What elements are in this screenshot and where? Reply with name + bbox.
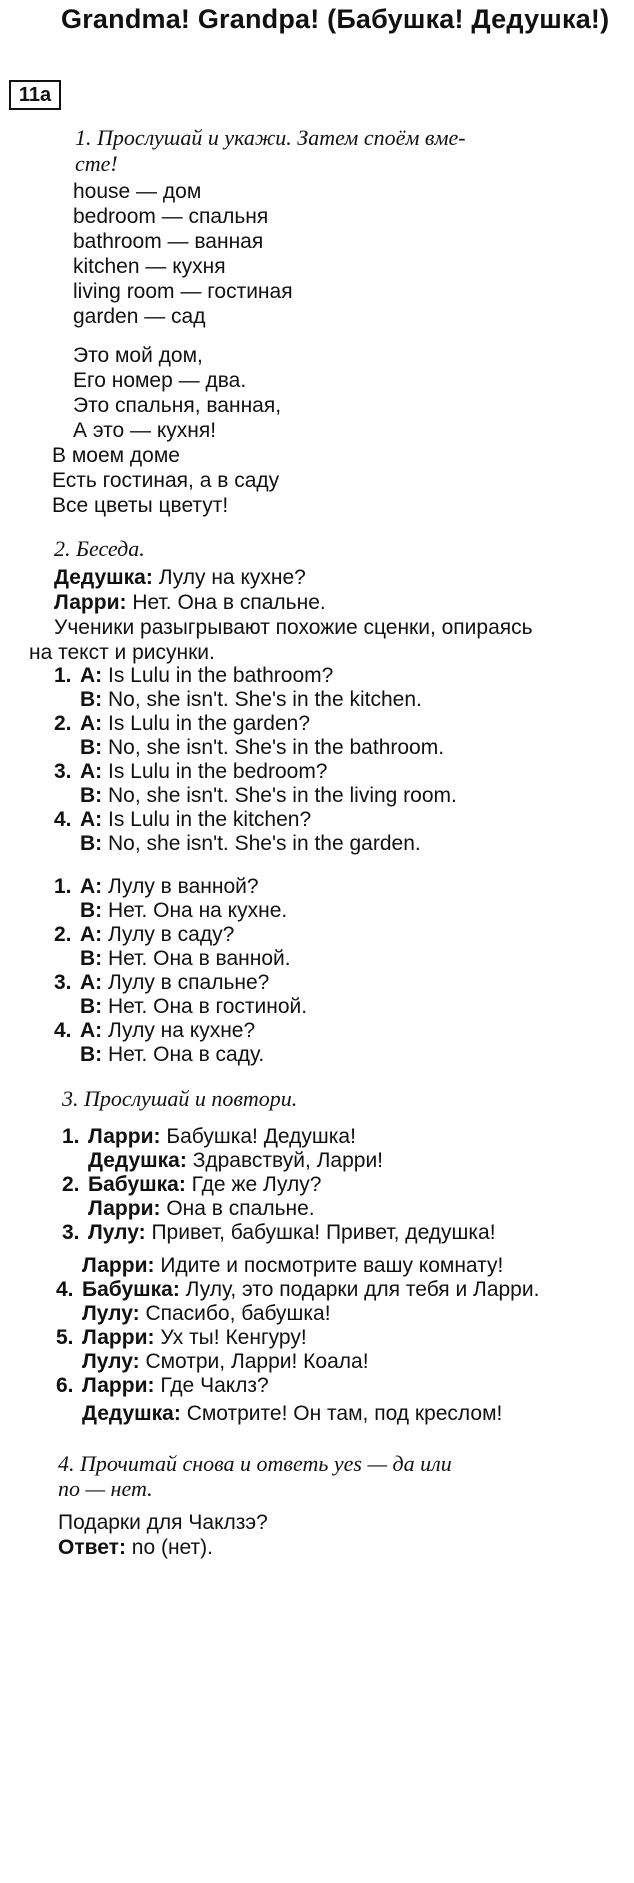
answer-text: no (нет). [125, 1536, 213, 1559]
speaker-label: Ларри: [82, 1374, 155, 1397]
ex2-title: 2. Беседа. [54, 536, 145, 561]
item-number: 1. [54, 875, 72, 898]
song-line: Его номер — два. [73, 369, 247, 392]
speaker-a-label: A: [80, 971, 103, 994]
line-text: Нет. Она на кухне. [108, 899, 288, 922]
dialog-a-line [54, 712, 310, 736]
line-text: Идите и посмотрите вашу комнату! [154, 1254, 504, 1277]
line-text: Is Lulu in the kitchen? [108, 808, 312, 831]
speaker-a-label: A: [80, 808, 103, 831]
dialog-line [56, 1374, 269, 1398]
item-number: 4. [54, 808, 72, 831]
speaker-label: Дедушка: [82, 1402, 181, 1425]
line-text: Лулу в саду? [108, 923, 235, 946]
dialog-line [82, 1402, 502, 1426]
item-number: 3. [54, 760, 72, 783]
speaker-label: Лулу: [88, 1221, 146, 1244]
item-number: 6. [56, 1374, 74, 1397]
line-text: No, she isn't. She's in the living room. [108, 784, 457, 807]
line-text: Нет. Она в саду. [108, 1043, 265, 1066]
dialog-b-line [80, 995, 307, 1019]
line-text: Бабушка! Дедушка! [160, 1125, 356, 1148]
answer-line [58, 1536, 213, 1560]
speaker-b-label: B: [80, 688, 103, 711]
line-text: Здравствуй, Ларри! [186, 1149, 384, 1172]
item-number: 2. [62, 1173, 80, 1196]
instruction-note-line2: на текст и рисунки. [29, 641, 215, 664]
vocab-item: house — дом [73, 180, 202, 203]
song-line: Есть гостиная, а в саду [52, 469, 280, 492]
instruction-note-line1: Ученики разыгрывают похожие сценки, опираясь [54, 616, 533, 639]
item-number: 1. [62, 1125, 80, 1148]
speaker-label: Бабушка: [88, 1173, 186, 1196]
item-number: 3. [54, 971, 72, 994]
line-text: Ух ты! Кенгуру! [154, 1326, 307, 1349]
line-text: Смотри, Ларри! Коала! [139, 1350, 369, 1373]
dialog-b-line [80, 688, 422, 712]
dialog-b-line [80, 832, 421, 856]
line-text: No, she isn't. She's in the kitchen. [108, 688, 422, 711]
line-text: Спасибо, бабушка! [139, 1302, 331, 1325]
dialog-line [62, 1125, 356, 1149]
line-text: Где Чаклз? [154, 1374, 269, 1397]
lesson-number-box: 11a [9, 80, 61, 110]
vocab-item: bathroom — ванная [73, 230, 264, 253]
speaker-label: Ларри: [88, 1125, 161, 1148]
item-number: 1. [54, 664, 72, 687]
dialog-a-line [54, 875, 259, 899]
song-line: Это спальня, ванная, [73, 394, 282, 417]
line-text: No, she isn't. She's in the bathroom. [108, 736, 445, 759]
item-number: 4. [54, 1019, 72, 1042]
dialog-line [88, 1197, 315, 1221]
line-text: Она в спальне. [160, 1197, 315, 1220]
item-number: 3. [62, 1221, 80, 1244]
dialog-a-line [54, 923, 234, 947]
speaker-label: Ларри: [88, 1197, 161, 1220]
song-line: В моем доме [52, 444, 180, 467]
speaker-b-label: B: [80, 784, 103, 807]
line-text: Привет, бабушка! Привет, дедушка! [145, 1221, 496, 1244]
dialog-a-line [54, 760, 328, 784]
line-text: Is Lulu in the garden? [108, 712, 310, 735]
speaker-label: Ларри: [82, 1326, 155, 1349]
dialog-b-line [80, 947, 291, 971]
song-line: Это мой дом, [73, 344, 203, 367]
dialog-a-line [54, 1019, 255, 1043]
question-text: Подарки для Чаклзэ? [58, 1511, 268, 1534]
line-text: Is Lulu in the bedroom? [108, 760, 328, 783]
dialog-b-line [80, 1043, 264, 1067]
speaker-label: Бабушка: [82, 1278, 180, 1301]
dialog-line [82, 1254, 503, 1278]
speaker-label: Лулу: [82, 1350, 140, 1373]
answer-label: Ответ: [58, 1536, 126, 1559]
speaker-label: Лулу: [82, 1302, 140, 1325]
line-text: Где же Лулу? [185, 1173, 322, 1196]
line-text: Смотрите! Он там, под креслом! [180, 1402, 503, 1425]
vocab-item: living room — гостиная [73, 280, 293, 303]
speaker-a-label: A: [80, 875, 103, 898]
line-text: No, she isn't. She's in the garden. [108, 832, 421, 855]
line-text: Лулу, это подарки для тебя и Ларри. [179, 1278, 540, 1301]
dialog-line [82, 1302, 331, 1326]
item-number: 2. [54, 712, 72, 735]
speaker-label: Ларри: [54, 591, 127, 614]
dialog-line [62, 1221, 496, 1245]
item-number: 2. [54, 923, 72, 946]
dialog-line [56, 1326, 307, 1350]
line-text: Лулу в ванной? [108, 875, 259, 898]
line-text: Лулу в спальне? [108, 971, 270, 994]
ex4-title-line1: 4. Прочитай снова и ответь yes — да или [58, 1451, 452, 1476]
dialog-text: Нет. Она в спальне. [126, 591, 326, 614]
speaker-b-label: B: [80, 899, 103, 922]
dialog-line [56, 1278, 539, 1302]
speaker-b-label: B: [80, 995, 103, 1018]
dialog-text: Лулу на кухне? [152, 566, 306, 589]
song-line: А это — кухня! [73, 419, 217, 442]
song-line: Все цветы цветут! [52, 494, 229, 517]
dialog-a-line [54, 664, 333, 688]
dialog-line [62, 1173, 321, 1197]
speaker-a-label: A: [80, 1019, 103, 1042]
dialog-a-line [54, 971, 269, 995]
speaker-label: Ларри: [82, 1254, 155, 1277]
speaker-b-label: B: [80, 832, 103, 855]
speaker-a-label: A: [80, 760, 103, 783]
item-number: 5. [56, 1326, 74, 1349]
speaker-b-label: B: [80, 947, 103, 970]
dialog-line [54, 591, 326, 615]
ex1-title-line1: 1. Прослушай и укажи. Затем споём вме- [75, 125, 466, 150]
dialog-line [88, 1149, 383, 1173]
speaker-label: Дедушка: [54, 566, 153, 589]
line-text: Is Lulu in the bathroom? [108, 664, 334, 687]
speaker-b-label: B: [80, 1043, 103, 1066]
vocab-item: garden — сад [73, 305, 206, 328]
ex1-title-line2: сте! [75, 151, 118, 176]
speaker-label: Дедушка: [88, 1149, 187, 1172]
line-text: Лулу на кухне? [108, 1019, 256, 1042]
dialog-b-line [80, 784, 457, 808]
ex4-title-line2: no — нет. [58, 1476, 153, 1501]
line-text: Нет. Она в гостиной. [108, 995, 308, 1018]
item-number: 4. [56, 1278, 74, 1301]
page-title: Grandma! Grandpa! (Бабушка! Дедушка!) [61, 4, 610, 34]
dialog-b-line [80, 899, 287, 923]
dialog-line [82, 1350, 369, 1374]
line-text: Нет. Она в ванной. [108, 947, 291, 970]
vocab-item: kitchen — кухня [73, 255, 226, 278]
dialog-line [54, 566, 306, 590]
speaker-a-label: A: [80, 664, 103, 687]
dialog-a-line [54, 808, 311, 832]
dialog-b-line [80, 736, 444, 760]
speaker-a-label: A: [80, 712, 103, 735]
ex3-title: 3. Прослушай и повтори. [62, 1086, 298, 1111]
speaker-b-label: B: [80, 736, 103, 759]
vocab-item: bedroom — спальня [73, 205, 269, 228]
speaker-a-label: A: [80, 923, 103, 946]
